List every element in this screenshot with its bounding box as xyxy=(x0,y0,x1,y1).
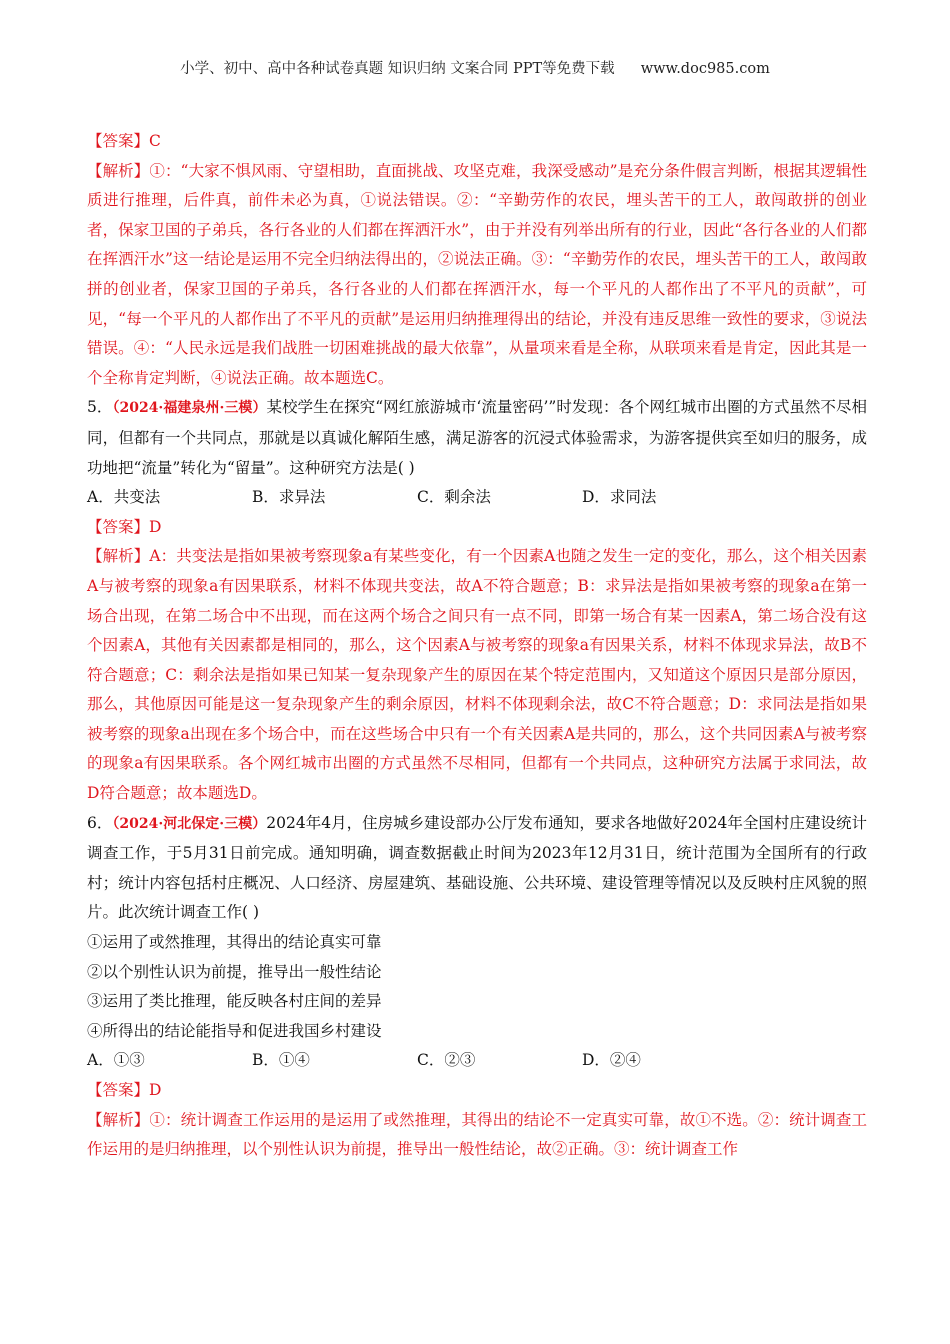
question-stem: 2024年4月，住房城乡建设部办公厅发布通知，要求各地做好2024年全国村庄建设统计调查工作，于5月31日前完成。通知明确，调查数据截止时间为2023年12月31日，统计范围为全国所有的行政村；统计内容包括村庄概况、人口经济、房屋建筑、基础设施、公共环境、建设管理等情况以及反映村庄风貌的照片。此次统计调查工作( ) xyxy=(87,813,867,922)
answer-label: 【答案】 xyxy=(87,1081,150,1099)
q5-analysis xyxy=(87,542,867,808)
q5-options xyxy=(87,483,867,513)
question-source: （2024·福建泉州·三模） xyxy=(112,400,267,417)
question-stem: 某校学生在探究“网红旅游城市‘流量密码’”时发现：各个网红城市出圈的方式虽然不尽相同，但都有一个共同点，那就是以真诚化解陌生感，满足游客的沉浸式体验需求，为游客提供宾至如归的服务，成功地把“流量”转化为“留量”。这种研究方法是( ) xyxy=(87,398,867,477)
page-header xyxy=(0,57,950,78)
answer-value: D xyxy=(149,517,162,536)
option: A．共变法 xyxy=(87,488,161,507)
option: C．剩余法 xyxy=(417,488,491,507)
question-number: 6． xyxy=(87,813,113,832)
analysis-text: A：共变法是指如果被考察现象a有某些变化，有一个因素A也随之发生一定的变化，那么，这个相关因素A与被考察的现象a有因果联系，材料不体现共变法，故A不符合题意；B：求异法是指如果被考察的现象a在第一场合出现，在第二场合中不出现，而在这两个场合之间只有一点不同，即第一场合有某一因素A，第二场合没有这个因素A，其他有关因素都是相同的，那么，这个因素A与被考察的现象a有因果关系，材料不体现求异法，故B不符合题意；C：剩余法是指如果已知某一复杂现象产生的原因在某个特定范围内，又知道这个原因只是部分原因，那么，其他原因可能是这一复杂现象产生的剩余原因，材料不体现剩余法，故C不符合题意；D：求同法是指如果被考察的现象a出现在多个场合中，而在这些场合中只有一个有关因素A是共同的，那么，这个共同因素A与被考察的现象a有因果联系。各个网红城市出圈的方式虽然不尽相同，但都有一个共同点，这种研究方法属于求同法，故D符合题意；故本题选D。 xyxy=(87,547,867,803)
q4-analysis xyxy=(87,157,867,394)
answer-value: D xyxy=(149,1081,162,1099)
option: B．①④ xyxy=(252,1051,310,1070)
q6-analysis xyxy=(87,1106,867,1165)
question-source: （2024·河北保定·三模） xyxy=(112,815,267,832)
statement: ②以个别性认识为前提，推导出一般性结论 xyxy=(87,962,382,981)
header-text: 小学、初中、高中各种试卷真题 知识归纳 文案合同 PPT等免费下载 xyxy=(180,61,615,77)
answer-label: 【答案】 xyxy=(87,132,150,150)
answer-label: 【答案】 xyxy=(87,517,150,536)
q6-answer xyxy=(87,1076,867,1106)
statement: ④所得出的结论能指导和促进我国乡村建设 xyxy=(87,1021,382,1040)
option: D．求同法 xyxy=(582,488,657,507)
question-number: 5． xyxy=(87,398,113,417)
analysis-label: 【解析】 xyxy=(87,1110,150,1129)
option: D．②④ xyxy=(582,1051,641,1070)
header-url[interactable]: www.doc985.com xyxy=(640,61,770,77)
analysis-text: ①：“大家不惧风雨、守望相助，直面挑战、攻坚克难，我深受感动”是充分条件假言判断，根据其逻辑性质进行推理，后件真，前件未必为真，①说法错误。②：“辛勤劳作的农民，埋头苦干的工人，敢闯敢拼的创业者，保家卫国的子弟兵，各行各业的人们都在挥洒汗水”，由于并没有列举出所有的行业，因此“各行各业的人们都在挥洒汗水”这一结论是运用不完全归纳法得出的，②说法正确。③：“辛勤劳作的农民，埋头苦干的工人，敢闯敢拼的创业者，保家卫国的子弟兵，各行各业的人们都在挥洒汗水，每一个平凡的人都作出了不平凡的贡献”，可见，“每一个平凡的人都作出了不平凡的贡献”是运用归纳推理得出的结论，并没有违反思维一致性的要求，③说法错误。④：“人民永远是我们战胜一切困难挑战的最大依靠”，从量项来看是全称，从联项来看是肯定，因此其是一个全称肯定判断，④说法正确。故本题选C。 xyxy=(87,161,867,387)
option: B．求异法 xyxy=(252,488,326,507)
statement: ①运用了或然推理，其得出的结论真实可靠 xyxy=(87,933,382,952)
analysis-text: ①：统计调查工作运用的是运用了或然推理，其得出的结论不一定真实可靠，故①不选。②：统计调查工作运用的是归纳推理，以个别性认识为前提，推导出一般性结论，故②正确。③：统计调查工作 xyxy=(87,1110,867,1159)
analysis-label: 【解析】 xyxy=(87,547,150,566)
q4-answer xyxy=(87,127,867,157)
option: A．①③ xyxy=(87,1051,145,1070)
q5-answer xyxy=(87,513,867,543)
q5-stem xyxy=(87,393,867,483)
analysis-label: 【解析】 xyxy=(87,161,150,180)
q6-stem xyxy=(87,809,867,928)
statement: ③运用了类比推理，能反映各村庄间的差异 xyxy=(87,992,382,1011)
option: C．②③ xyxy=(417,1051,476,1070)
q6-options xyxy=(87,1046,867,1076)
document-body xyxy=(87,127,867,1165)
answer-value: C xyxy=(149,132,161,150)
